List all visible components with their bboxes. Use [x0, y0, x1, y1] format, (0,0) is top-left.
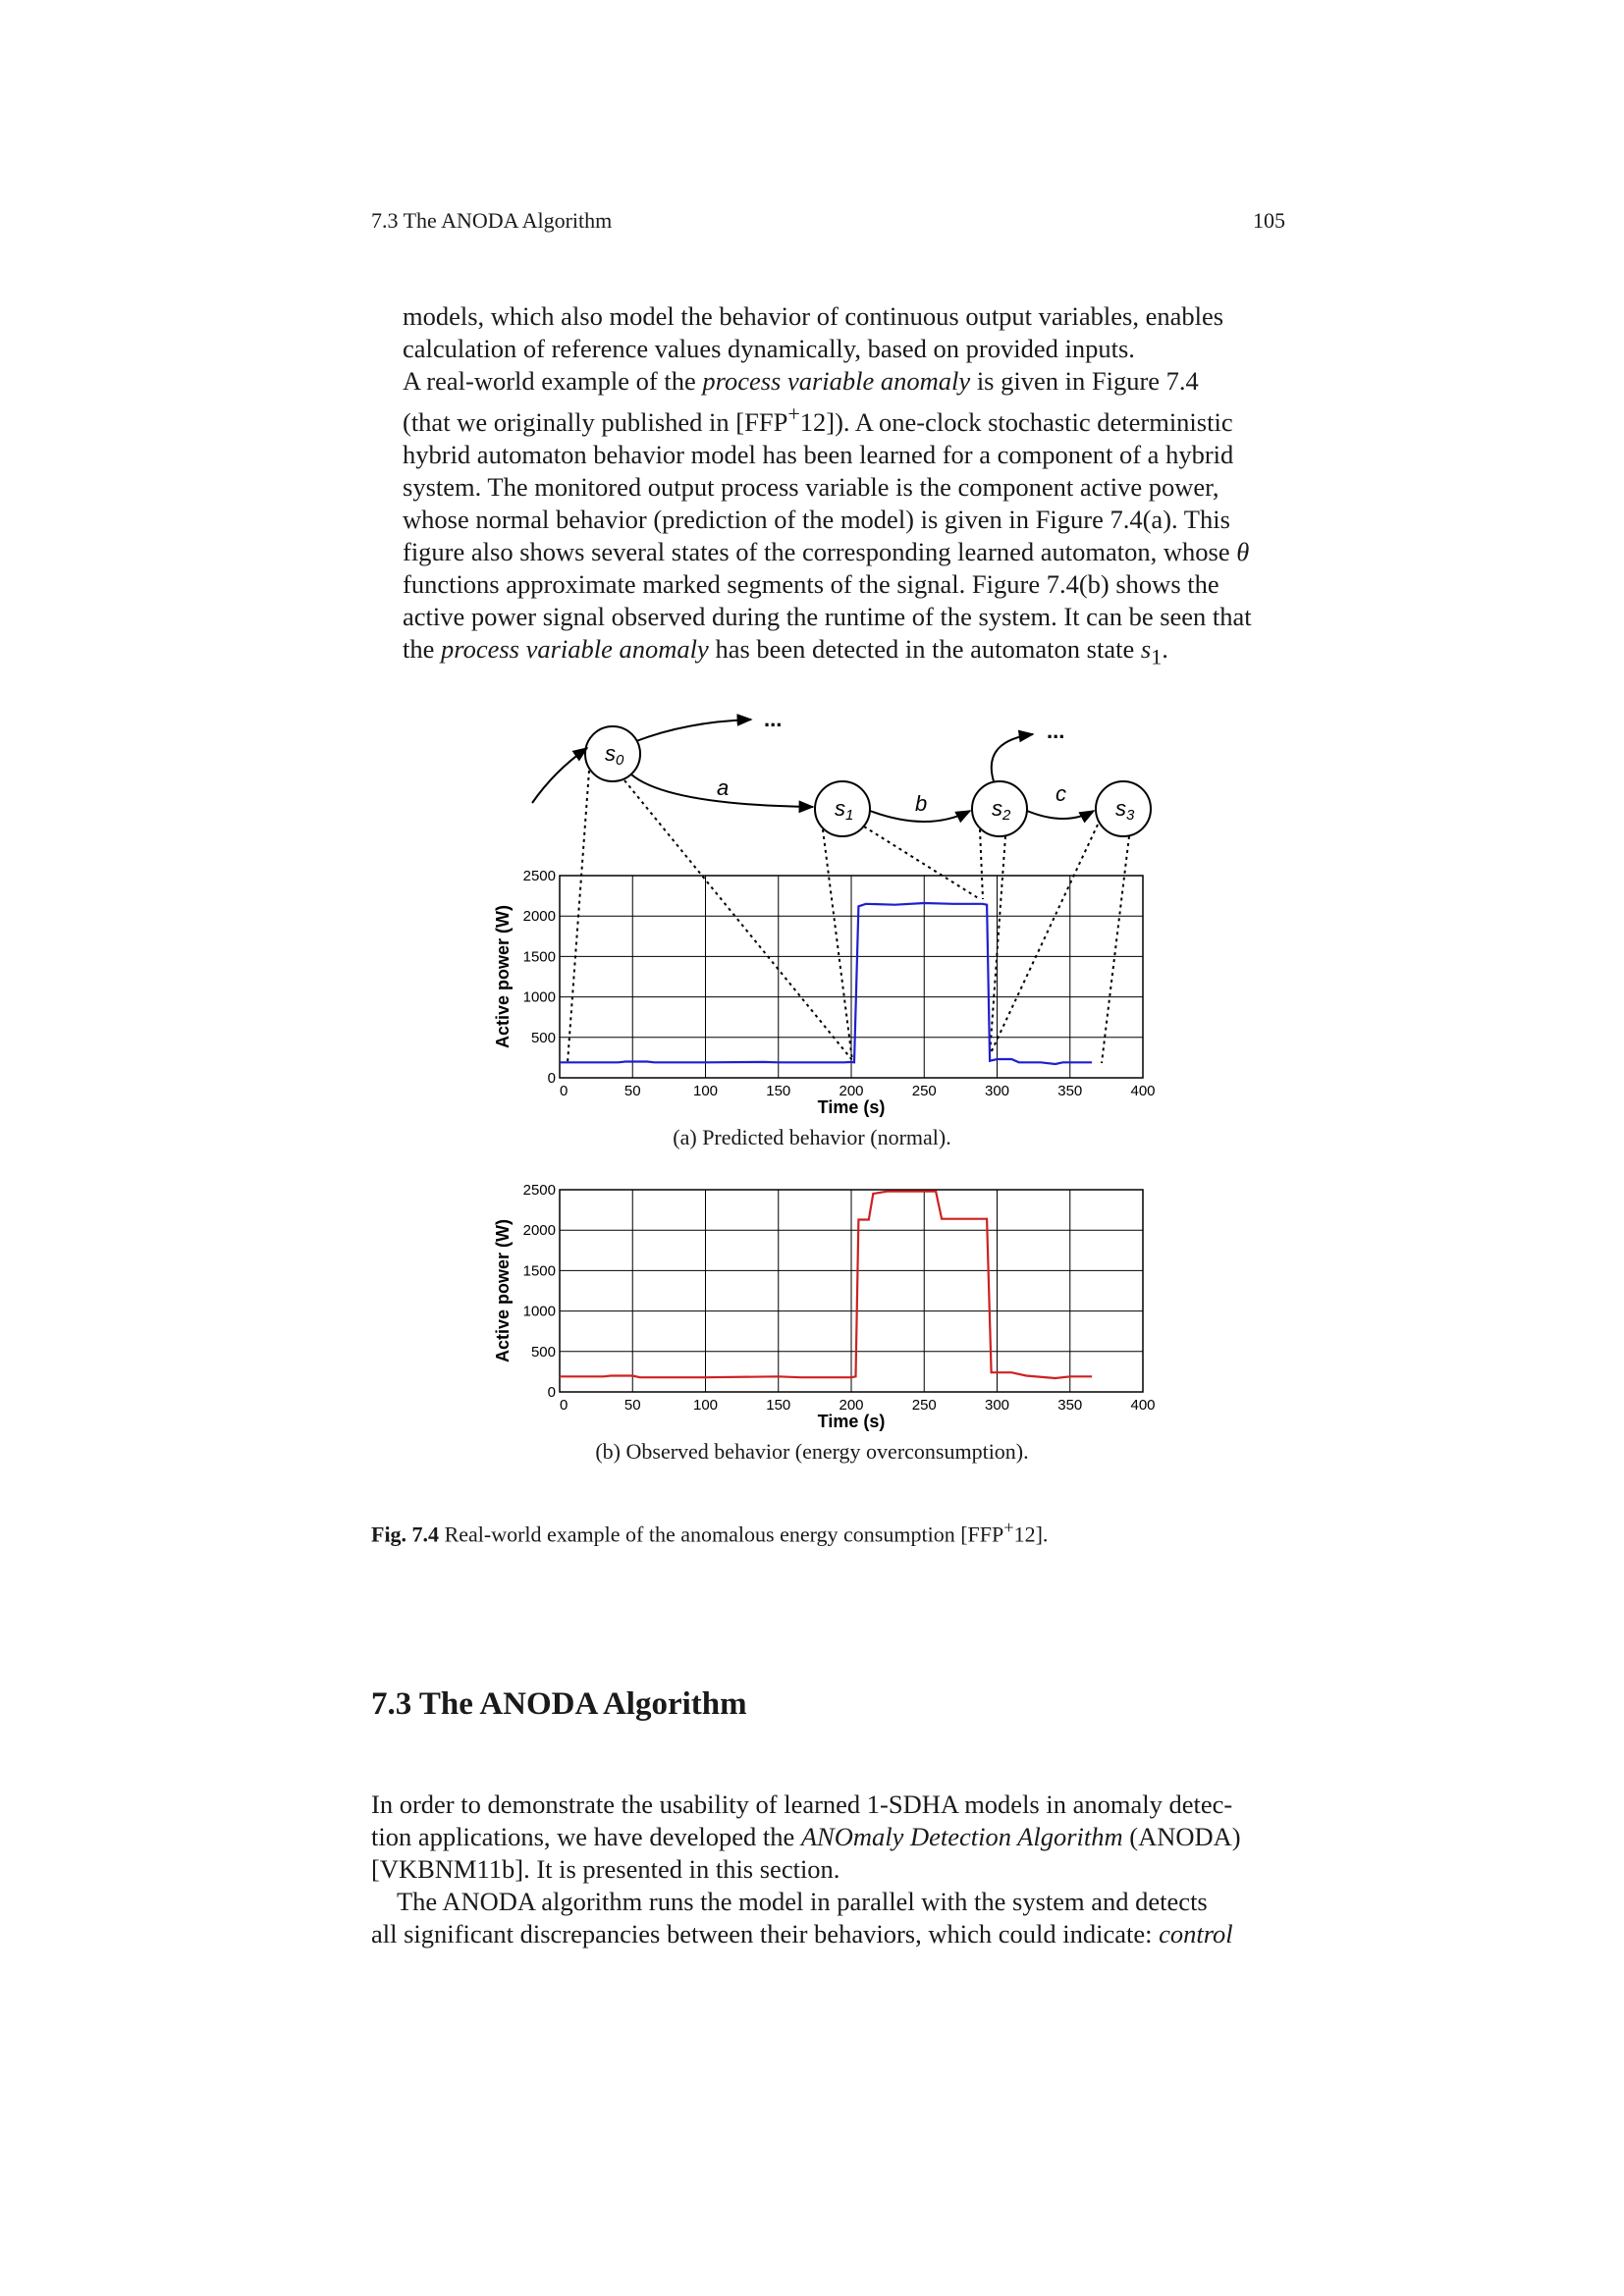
y-axis-label: Active power (W): [493, 904, 513, 1049]
subcaption-b: (b) Observed behavior (energy overconsumption).: [595, 1439, 1029, 1464]
y-tick-label: 0: [547, 1384, 556, 1401]
state-symbol: s: [1140, 633, 1152, 664]
x-tick-label: 300: [984, 1397, 1010, 1414]
figure-caption-text: Real-world example of the anomalous energy consumption [FFP: [439, 1522, 1004, 1547]
y-tick-label: 500: [530, 1343, 556, 1361]
text-span: all significant discrepancies between their behaviors, which could indicate:: [371, 1919, 1160, 1949]
y-axis-label: Active power (W): [493, 1218, 513, 1363]
text-line: active power signal observed during the runtime of the system. It can be seen that: [403, 601, 1252, 631]
x-axis-label: Time (s): [817, 1097, 886, 1117]
text-line: In order to demonstrate the usability of learned 1-SDHA models in anomaly detec-: [371, 1789, 1233, 1819]
state-s3-label: s3: [1115, 796, 1135, 824]
x-tick-label: 0: [560, 1397, 568, 1414]
superscript: +: [1003, 1518, 1014, 1537]
text-line: system. The monitored output process variable is the component active power,: [403, 471, 1219, 502]
x-tick-label: 350: [1057, 1083, 1083, 1099]
series-line-predicted: [560, 903, 1092, 1064]
x-tick-label: 150: [766, 1397, 791, 1414]
running-header-title: 7.3 The ANODA Algorithm: [371, 208, 613, 233]
incoming-transition-arrow: [532, 748, 587, 803]
x-tick-label: 200: [839, 1397, 864, 1414]
chart-observed: [493, 1182, 1156, 1431]
text-line: functions approximate marked segments of the signal. Figure 7.4(b) shows the: [403, 568, 1219, 599]
state-s2-label: s2: [992, 796, 1011, 824]
emphasis: control: [1159, 1919, 1233, 1949]
superscript: +: [787, 401, 800, 426]
transition-b-label: b: [915, 791, 928, 816]
x-axis-label: Time (s): [817, 1412, 886, 1431]
text-span: tion applications, we have developed the: [371, 1822, 801, 1851]
x-tick-label: 300: [984, 1083, 1010, 1099]
series-line-observed: [560, 1192, 1092, 1378]
x-tick-label: 50: [623, 1083, 641, 1099]
x-tick-label: 200: [839, 1083, 864, 1099]
y-tick-label: 1000: [522, 988, 556, 1006]
guide-line: [980, 829, 983, 899]
ellipsis-1: ...: [764, 707, 783, 731]
page-number: 105: [1253, 208, 1285, 233]
text-line: [371, 1821, 1289, 1853]
x-tick-label: 400: [1130, 1083, 1156, 1099]
x-tick-label: 150: [766, 1083, 791, 1099]
guide-line: [990, 825, 1098, 1055]
state-s1-label: s1: [835, 796, 854, 824]
y-tick-label: 1500: [522, 1262, 556, 1280]
state-s0-label: s0: [605, 741, 624, 769]
guide-line: [1102, 836, 1129, 1063]
x-tick-label: 400: [1130, 1397, 1156, 1414]
y-tick-label: 1000: [522, 1303, 556, 1320]
s2-outgoing-arrow: [992, 734, 1033, 781]
transition-c-label: c: [1056, 781, 1066, 806]
text-line: [371, 1918, 1289, 1950]
transition-a-label: a: [717, 775, 730, 800]
emphasis: process variable anomaly: [441, 633, 709, 664]
text-span: .: [1162, 633, 1168, 664]
text-line: whose normal behavior (prediction of the model) is given in Figure 7.4(a). This: [403, 504, 1230, 534]
guide-line: [823, 829, 852, 1060]
y-tick-label: 2000: [522, 1222, 556, 1240]
theta-symbol: θ: [1236, 536, 1250, 566]
x-tick-label: 50: [623, 1397, 641, 1414]
y-tick-label: 500: [530, 1029, 556, 1046]
x-tick-label: 250: [911, 1083, 937, 1099]
text-span: is given in Figure 7.4: [970, 366, 1199, 396]
x-tick-label: 100: [692, 1397, 719, 1414]
y-tick-label: 2500: [522, 1182, 556, 1199]
guide-line: [568, 771, 589, 1063]
section-heading: 7.3 The ANODA Algorithm: [371, 1686, 747, 1722]
text-span: figure also shows several states of the corresponding learned automaton, whose: [403, 536, 1237, 566]
text-span: A real-world example of the: [403, 366, 703, 396]
emphasis: ANOmaly Detection Algorithm: [800, 1822, 1123, 1851]
text-span: (that we originally published in [FFP: [403, 406, 788, 437]
x-tick-label: 0: [560, 1083, 568, 1099]
x-tick-label: 350: [1057, 1397, 1083, 1414]
text-line: hybrid automaton behavior model has been learned for a component of a hybrid: [403, 439, 1234, 469]
x-tick-label: 250: [911, 1397, 937, 1414]
text-span: 12]). A one-clock stochastic deterministic: [799, 406, 1233, 437]
transition-c-arrow: [1027, 811, 1094, 819]
y-tick-label: 2000: [522, 908, 556, 926]
text-span: the: [403, 633, 441, 664]
text-line: [VKBNM11b]. It is presented in this section.: [371, 1854, 840, 1884]
figure-label: Fig. 7.4: [371, 1522, 440, 1547]
figure-caption: [371, 1518, 1048, 1547]
y-tick-label: 1500: [522, 948, 556, 966]
emphasis: process variable anomaly: [702, 366, 971, 396]
chart-predicted: [493, 868, 1156, 1117]
section-paragraph: [371, 1789, 1289, 1950]
subcaption-a: (a) Predicted behavior (normal).: [673, 1125, 951, 1149]
s0-outgoing-arrow: [636, 720, 751, 741]
text-line: models, which also model the behavior of continuous output variables, enables: [403, 301, 1224, 331]
y-tick-label: 2500: [522, 868, 556, 884]
ellipsis-2: ...: [1047, 719, 1065, 743]
y-tick-label: 0: [547, 1070, 556, 1087]
text-span: has been detected in the automaton state: [708, 633, 1141, 664]
guide-line: [864, 827, 980, 899]
text-span: (ANODA): [1122, 1822, 1241, 1851]
state-subscript: 1: [1151, 644, 1163, 669]
figure-caption-end: 12].: [1013, 1522, 1049, 1547]
x-tick-label: 100: [692, 1083, 719, 1099]
text-line: The ANODA algorithm runs the model in parallel with the system and detects: [397, 1887, 1208, 1916]
automaton-diagram: [532, 707, 1151, 1063]
text-line: calculation of reference values dynamically, based on provided inputs.: [403, 334, 1135, 363]
